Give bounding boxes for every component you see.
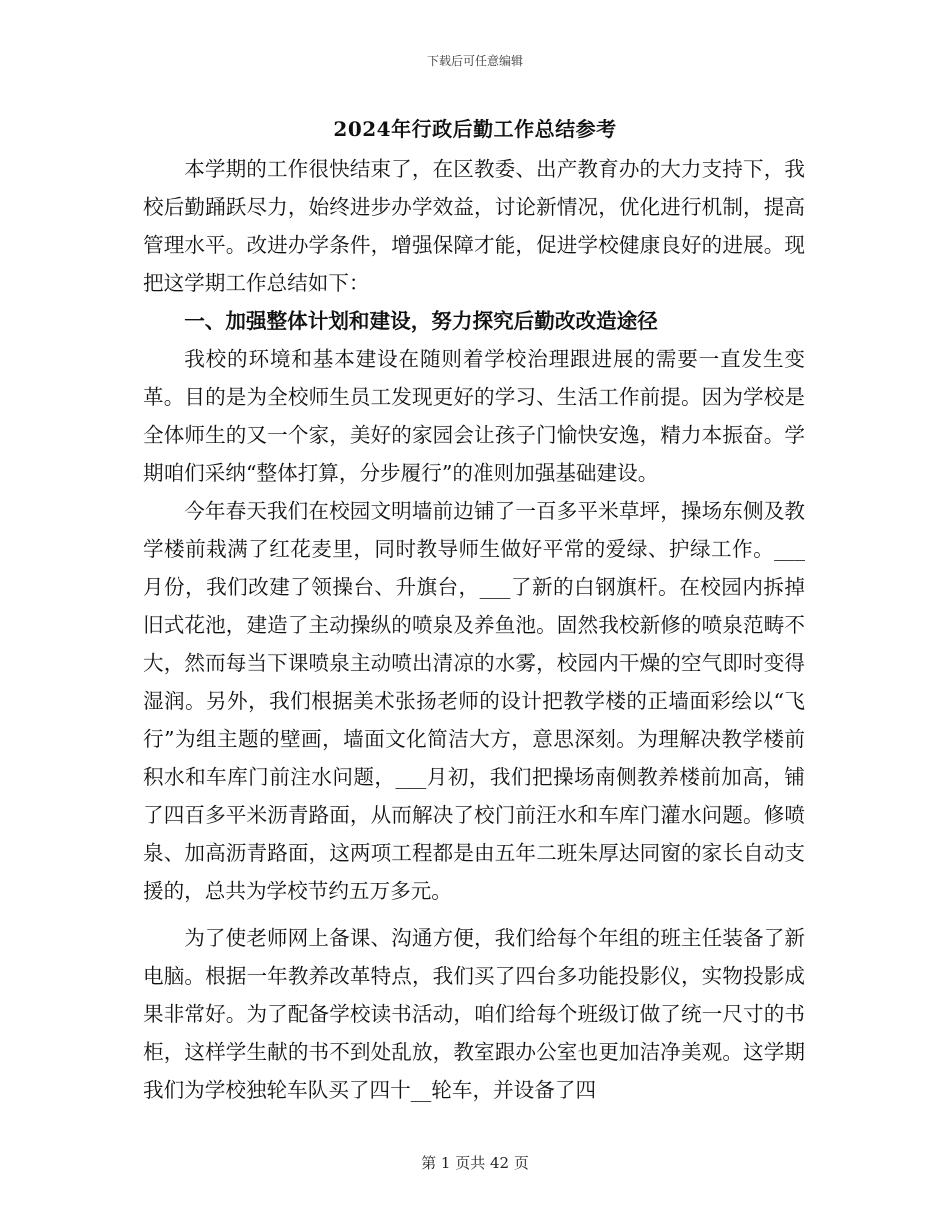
document-body [143,150,805,1109]
intro-paragraph: 本学期的工作很快结束了，在区教委、出产教育办的大力支持下，我校后勤踊跃尽力，始终进步办学效益，讨论新情况，优化进行机制，提高管理水平。改进办学条件，增强保障才能，促进学校健康良好的进展。现把这学期工作总结如下： [143,157,805,295]
page-header-note: 下载后可任意编辑 [426,54,523,68]
body-paragraph: 今年春天我们在校园文明墙前边铺了一百多平米草坪，操场东侧及教学楼前栽满了红花麦里，同时教导师生做好平常的爱绿、护绿工作。___月份，我们改建了领操台、升旗台，___了新的白钢旗杆。在校园内拆掉旧式花池，建造了主动操纵的喷泉及养鱼池。固然我校新修的喷泉范畴不大，然而每当下课喷泉主动喷出清凉的水雾，校园内干燥的空气即时变得湿润。另外，我们根据美术张扬老师的设计把教学楼的正墙面彩绘以“飞行”为组主题的壁画，墙面文化简洁大方，意思深刻。为理解决教学楼前积水和车库门前注水问题，___月初，我们把操场南侧教养楼前加高，铺了四百多平米沥青路面，从而解决了校门前汪水和车库门灌水问题。修喷泉、加高沥青路面，这两项工程都是由五年二班朱厚达同窗的家长自动支援的，总共为学校节约五万多元。 [143,499,805,903]
document-title: 2024年行政后勤工作总结参考 [333,117,617,141]
body-paragraph: 我校的环境和基本建设在随则着学校治理跟进展的需要一直发生变革。目的是为全校师生员工发现更好的学习、生活工作前提。因为学校是全体师生的又一个家，美好的家园会让孩子门愉快安逸，精力本振奋。学期咱们采纳“整体打算，分步履行”的准则加强基础建设。 [143,347,805,485]
page-number: 第 1 页共 42 页 [421,1154,529,1172]
body-paragraph: 为了使老师网上备课、沟通方便，我们给每个年组的班主任装备了新电脑。根据一年教养改革特点，我们买了四台多功能投影仪，实物投影成果非常好。为了配备学校读书活动，咱们给每个班级订做了统一尺寸的书柜，这样学生献的书不到处乱放，教室跟办公室也更加洁净美观。这学期我们为学校独轮车队买了四十__轮车，并设备了四 [143,926,805,1102]
section-heading: 一、加强整体计划和建设，努力探究后勤改改造途径 [184,309,658,333]
